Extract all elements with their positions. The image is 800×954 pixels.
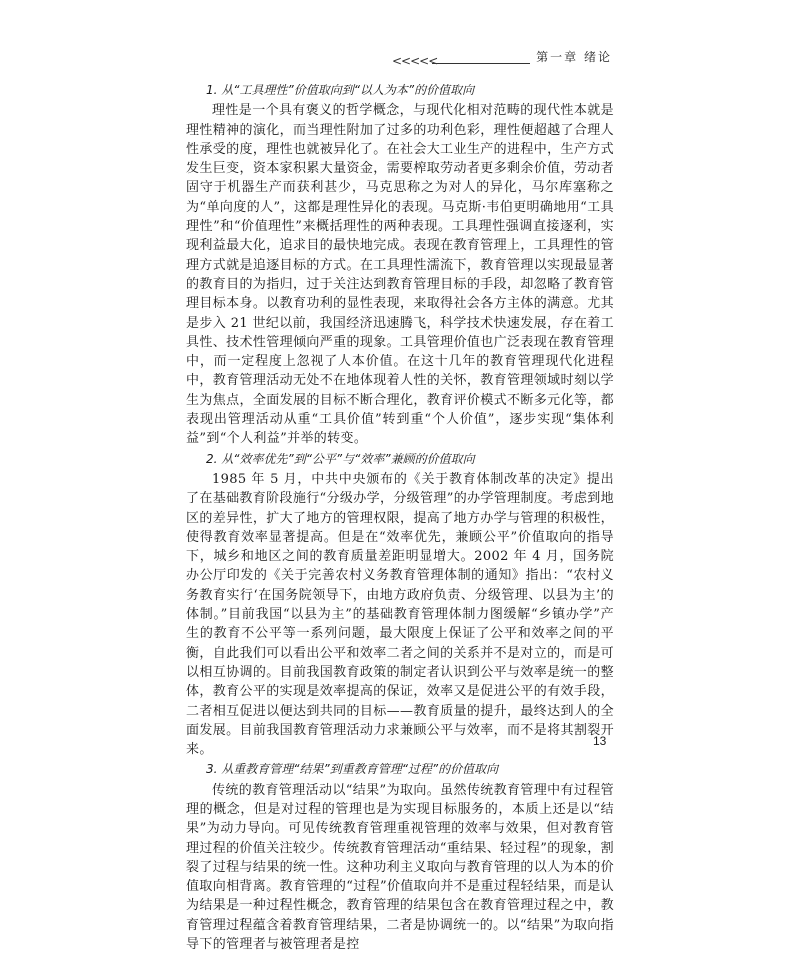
section-heading: 1. 从“工具理性”价值取向到“以人为本”的价值取向 [206, 83, 475, 97]
page-body [186, 80, 614, 954]
paragraph: 理性是一个具有褒义的哲学概念，与现代化相对范畴的现代性本就是理性精神的演化，而当理性附加了过多的功利色彩，理性便超越了合理人性承受的度，理性也就被异化了。在社会大工业生产的进程中，生产方式发生巨变，资本家积累大量资金，需要榨取劳动者更多剩余价值，劳动者固守于机器生产而获利甚少，马克思称之为对人的异化，马尔库塞称之为“单向度的人”，这都是理性异化的表现。马克斯·韦伯更明确地用“工具理性”和“价值理性”来概括理性的两种表现。工具理性强调直接逐利，实现利益最大化，追求目的最快地完成。表现在教育管理上，工具理性的管理方式就是追逐目标的方式。在工具理性濡流下，教育管理以实现最显著的教育目的为指归，过于关注达到教育管理目标的手段，却忽略了教育管理目标本身。以教育功利的显性表现，来取得社会各方主体的满意。尤其是步入 21 世纪以前，我国经济迅速腾飞，科学技术快速发展，存在着工具性、技术性管理倾向严重的现象。工具管理价值也广泛表现在教育管理中，而一定程度上忽视了人本价值。在这十几年的教育管理现代化进程中，教育管理活动无处不在地体现着人性的关怀，教育管理领域时刻以学生为焦点，全面发展的目标不断合理化，教育评价模式不断多元化等，都表现出管理活动从重“工具价值”转到重“个人价值”，逐步实现“集体利益”到“个人利益”并举的转变。 [186, 103, 614, 447]
section-heading: 3. 从重教育管理“结果”到重教育管理“过程”的价值取向 [206, 762, 499, 777]
page-number: 13 [593, 734, 607, 748]
section-3 [186, 760, 614, 954]
section-1 [186, 81, 614, 449]
chapter-title: 第一章 绪论 [530, 48, 612, 65]
section-heading: 2. 从“效率优先”到“公平”与“效率”兼顾的价值取向 [206, 451, 475, 466]
chevron-decoration-icon: <<<<< [392, 54, 438, 68]
paragraph: 传统的教育管理活动以“结果”为取向。虽然传统教育管理中有过程管理的概念，但是对过程的管理也是为实现目标服务的，本质上还是以“结果”为动力导向。可见传统教育管理重视管理的效率与效果，但对教育管理过程的价值关注较少。传统教育管理活动“重结果、轻过程”的现象，割裂了过程与结果的统一性。这种功利主义取向与教育管理的以人为本的价值取向相背离。教育管理的“过程”价值取向并不是重过程轻结果，而是认为结果是一种过程性概念，教育管理的结果包含在教育管理过程之中，教育管理过程蕴含着教育管理结果，二者是协调统一的。以“结果”为取向指导下的管理者与被管理者是控 [186, 782, 614, 953]
paragraph: 1985 年 5 月，中共中央颁布的《关于教育体制改革的决定》提出了在基础教育阶段施行“分级办学，分级管理”的办学管理制度。考虑到地区的差异性，扩大了地方的管理权限，提高了地方办学与管理的积极性，使得教育效率显著提高。但是在“效率优先，兼顾公平”价值取向的指导下，城乡和地区之间的教育质量差距明显增大。2002 年 4 月，国务院办公厅印发的《关于完善农村义务教育管理体制的通知》指出：“农村义务教育实行‘在国务院领导下，由地方政府负责、分级管理、以县为主’的体制。”目前我国“以县为主”的基础教育管理体制力图缓解“乡镇办学”产生的教育不公平等一系列问题，最大限度上保证了公平和效率之间的平衡，自此我们可以看出公平和效率二者之间的关系并不是对立的，而是可以相互协调的。目前我国教育政策的制定者认识到公平与效率是统一的整体，教育公平的实现是效率提高的保证，效率又是促进公平的有效手段，二者相互促进以便达到共同的目标——教育质量的提升，最终达到人的全面发展。目前我国教育管理活动力求兼顾公平与效率，而不是将其割裂开来。 [186, 471, 614, 758]
running-header [392, 50, 612, 70]
section-2 [186, 450, 614, 760]
